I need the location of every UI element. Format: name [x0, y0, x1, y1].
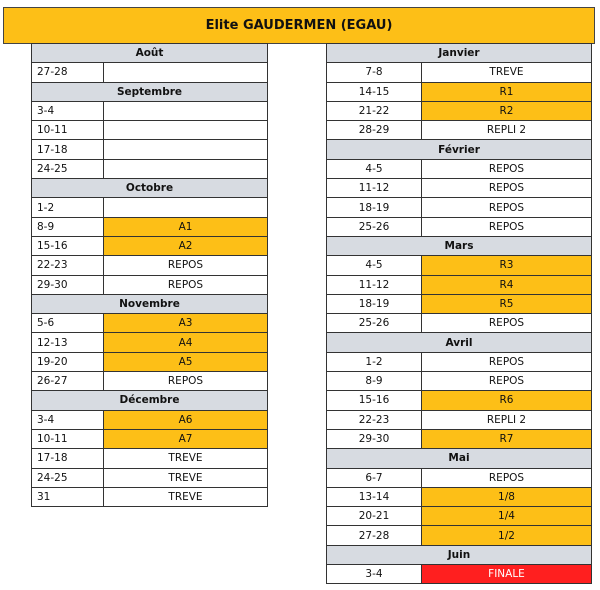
- event-cell: R4: [421, 275, 592, 295]
- month-label: Octobre: [31, 178, 268, 198]
- date-cell: 17-18: [31, 448, 104, 468]
- month-label: Novembre: [31, 294, 268, 314]
- date-cell: 3-4: [326, 564, 422, 584]
- date-cell: 18-19: [326, 197, 422, 217]
- schedule-row: [32, 256, 268, 275]
- month-label: Mai: [326, 448, 592, 468]
- date-cell: 17-18: [31, 139, 104, 159]
- schedule-row: [32, 276, 268, 295]
- schedule-row: [32, 121, 268, 140]
- event-cell: A1: [103, 217, 268, 237]
- date-cell: 22-23: [326, 410, 422, 430]
- date-cell: 25-26: [326, 313, 422, 333]
- date-cell: 15-16: [31, 236, 104, 256]
- date-cell: 19-20: [31, 352, 104, 372]
- event-cell: A7: [103, 429, 268, 449]
- date-cell: 12-13: [31, 332, 104, 352]
- date-cell: 18-19: [326, 294, 422, 314]
- event-cell: 1/4: [421, 506, 592, 526]
- schedule-row: [32, 160, 268, 179]
- date-cell: 24-25: [31, 468, 104, 488]
- date-cell: 10-11: [31, 429, 104, 449]
- schedule-row: [327, 391, 592, 410]
- schedule-row: [327, 160, 592, 179]
- schedule-row: [32, 488, 268, 507]
- date-cell: 28-29: [326, 120, 422, 140]
- schedule-row: [32, 102, 268, 121]
- event-cell: REPLI 2: [421, 120, 592, 140]
- schedule-row: [32, 353, 268, 372]
- event-cell: [103, 197, 268, 217]
- date-cell: 5-6: [31, 313, 104, 333]
- schedule-row: [32, 411, 268, 430]
- event-cell: REPOS: [421, 178, 592, 198]
- date-cell: 8-9: [326, 371, 422, 391]
- date-cell: 4-5: [326, 255, 422, 275]
- month-header-row: [32, 44, 268, 63]
- schedule-row: [32, 449, 268, 468]
- date-cell: 8-9: [31, 217, 104, 237]
- month-header-row: [32, 391, 268, 410]
- month-label: Janvier: [326, 43, 592, 63]
- schedule-row: [327, 121, 592, 140]
- schedule-row: [32, 469, 268, 488]
- schedule-row: [327, 63, 592, 82]
- event-cell: R2: [421, 101, 592, 121]
- month-header-row: [327, 333, 592, 352]
- calendar-column-spring: [327, 44, 592, 584]
- date-cell: 24-25: [31, 159, 104, 179]
- schedule-row: [327, 314, 592, 333]
- event-cell: R1: [421, 82, 592, 102]
- schedule-row: [32, 237, 268, 256]
- event-cell: REPOS: [103, 275, 268, 295]
- date-cell: 3-4: [31, 410, 104, 430]
- schedule-row: [32, 140, 268, 159]
- date-cell: 15-16: [326, 390, 422, 410]
- schedule-row: [327, 83, 592, 102]
- event-cell: 1/2: [421, 525, 592, 545]
- date-cell: 1-2: [326, 352, 422, 372]
- date-cell: 31: [31, 487, 104, 507]
- month-label: Février: [326, 139, 592, 159]
- event-cell: REPOS: [421, 468, 592, 488]
- month-label: Mars: [326, 236, 592, 256]
- event-cell: R5: [421, 294, 592, 314]
- month-label: Juin: [326, 545, 592, 565]
- event-cell: R7: [421, 429, 592, 449]
- date-cell: 14-15: [326, 82, 422, 102]
- schedule-row: [327, 198, 592, 217]
- event-cell: REPOS: [421, 159, 592, 179]
- date-cell: 20-21: [326, 506, 422, 526]
- schedule-row: [327, 411, 592, 430]
- schedule-row: [327, 102, 592, 121]
- event-cell: REPOS: [421, 352, 592, 372]
- schedule-row: [327, 372, 592, 391]
- schedule-row: [327, 565, 592, 584]
- date-cell: 22-23: [31, 255, 104, 275]
- schedule-row: [327, 526, 592, 545]
- event-cell: REPOS: [421, 197, 592, 217]
- date-cell: 1-2: [31, 197, 104, 217]
- schedule-row: [327, 276, 592, 295]
- month-header-row: [327, 44, 592, 63]
- month-header-row: [327, 140, 592, 159]
- event-cell: A4: [103, 332, 268, 352]
- calendar-column-autumn: [32, 44, 268, 507]
- schedule-row: [327, 179, 592, 198]
- event-cell: [103, 62, 268, 82]
- event-cell: REPOS: [103, 255, 268, 275]
- event-cell: R3: [421, 255, 592, 275]
- month-header-row: [32, 179, 268, 198]
- date-cell: 11-12: [326, 275, 422, 295]
- event-cell: REPLI 2: [421, 410, 592, 430]
- date-cell: 11-12: [326, 178, 422, 198]
- month-header-row: [327, 449, 592, 468]
- schedule-row: [327, 430, 592, 449]
- schedule-row: [32, 372, 268, 391]
- schedule-row: [327, 295, 592, 314]
- event-cell: REPOS: [421, 371, 592, 391]
- event-cell: A2: [103, 236, 268, 256]
- schedule-row: [327, 256, 592, 275]
- month-label: Août: [31, 43, 268, 63]
- event-cell: REPOS: [421, 217, 592, 237]
- event-cell: [103, 159, 268, 179]
- schedule-row: [327, 488, 592, 507]
- date-cell: 29-30: [326, 429, 422, 449]
- date-cell: 21-22: [326, 101, 422, 121]
- date-cell: 4-5: [326, 159, 422, 179]
- event-cell: TREVE: [103, 487, 268, 507]
- date-cell: 25-26: [326, 217, 422, 237]
- event-cell: TREVE: [103, 448, 268, 468]
- event-cell: A6: [103, 410, 268, 430]
- schedule-row: [327, 507, 592, 526]
- event-cell: TREVE: [103, 468, 268, 488]
- schedule-row: [327, 353, 592, 372]
- event-cell: REPOS: [421, 313, 592, 333]
- event-cell: R6: [421, 390, 592, 410]
- date-cell: 13-14: [326, 487, 422, 507]
- month-header-row: [327, 546, 592, 565]
- event-cell: TREVE: [421, 62, 592, 82]
- month-header-row: [327, 237, 592, 256]
- schedule-row: [32, 63, 268, 82]
- event-cell: [103, 139, 268, 159]
- event-cell: REPOS: [103, 371, 268, 391]
- schedule-row: [32, 198, 268, 217]
- event-cell: FINALE: [421, 564, 592, 584]
- date-cell: 7-8: [326, 62, 422, 82]
- event-cell: [103, 101, 268, 121]
- date-cell: 29-30: [31, 275, 104, 295]
- date-cell: 6-7: [326, 468, 422, 488]
- event-cell: 1/8: [421, 487, 592, 507]
- schedule-row: [327, 218, 592, 237]
- date-cell: 10-11: [31, 120, 104, 140]
- date-cell: 3-4: [31, 101, 104, 121]
- schedule-row: [32, 314, 268, 333]
- event-cell: [103, 120, 268, 140]
- event-cell: A3: [103, 313, 268, 333]
- month-header-row: [32, 295, 268, 314]
- month-header-row: [32, 83, 268, 102]
- schedule-row: [32, 218, 268, 237]
- date-cell: 27-28: [31, 62, 104, 82]
- schedule-row: [327, 469, 592, 488]
- month-label: Avril: [326, 332, 592, 352]
- schedule-row: [32, 430, 268, 449]
- month-label: Septembre: [31, 82, 268, 102]
- event-cell: A5: [103, 352, 268, 372]
- schedule-row: [32, 333, 268, 352]
- month-label: Décembre: [31, 390, 268, 410]
- date-cell: 27-28: [326, 525, 422, 545]
- page-title: Elite GAUDERMEN (EGAU): [3, 7, 595, 44]
- date-cell: 26-27: [31, 371, 104, 391]
